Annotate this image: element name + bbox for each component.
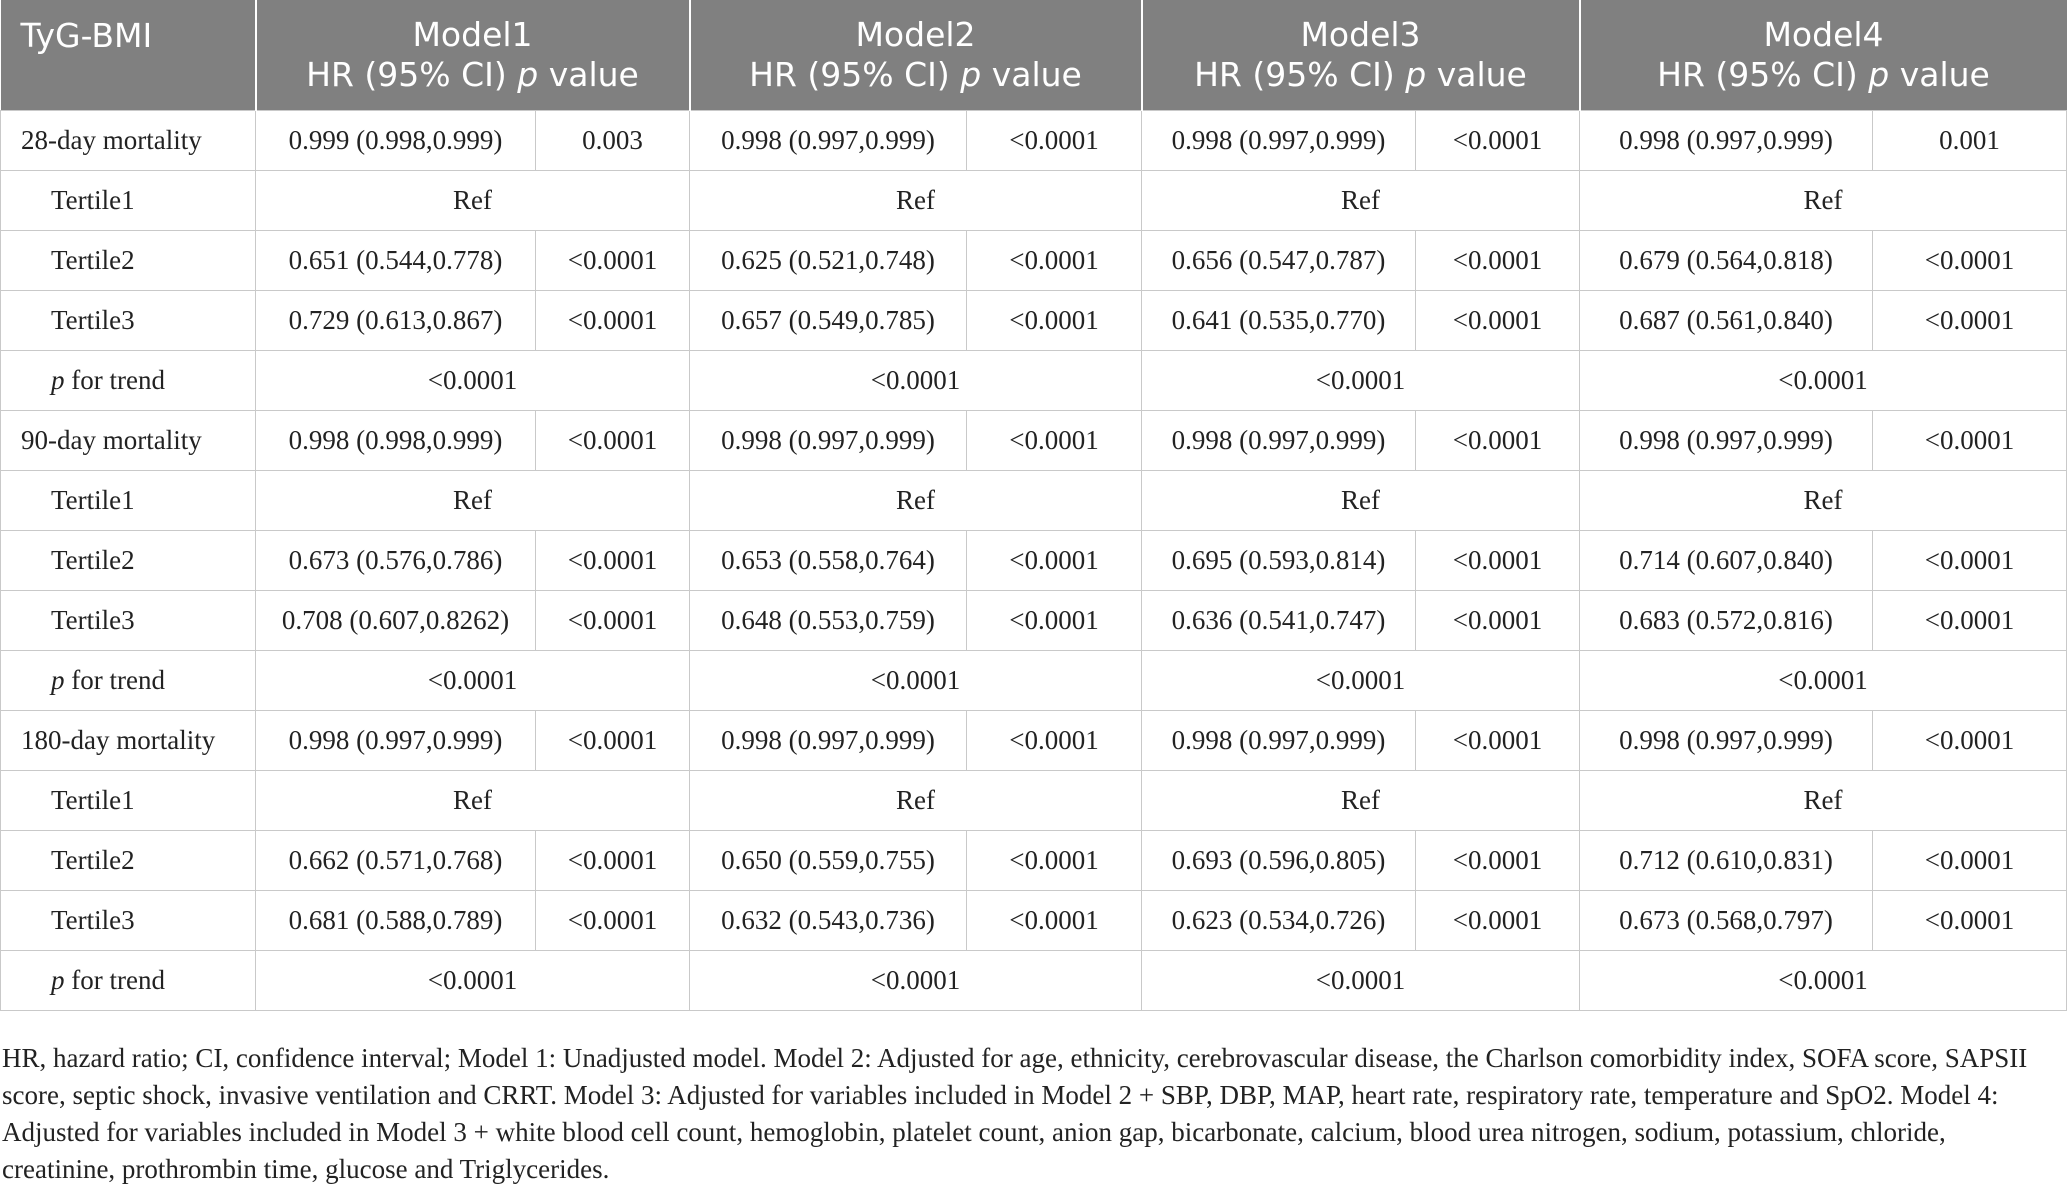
reference-cell: Ref [1580,771,2067,831]
table-row [1,651,2067,711]
model-name: Model3 [1300,15,1421,54]
tertile-label: Tertile1 [1,471,256,531]
p-value-cell: <0.0001 [967,891,1142,951]
table-row [1,531,2067,591]
trend-p-cell: <0.0001 [690,651,1142,711]
corner-header: TyG-BMI [1,0,256,111]
p-symbol: p [51,365,65,395]
model-subheader: HR (95% CI) p value [306,55,639,94]
hr-ci-cell: 0.681 (0.588,0.789) [256,891,536,951]
p-value-cell: <0.0001 [967,111,1142,171]
reference-cell: Ref [256,171,690,231]
trend-p-cell: <0.0001 [1142,351,1580,411]
hr-ci-cell: 0.714 (0.607,0.840) [1580,531,1873,591]
trend-p-cell: <0.0001 [256,351,690,411]
p-value-cell: <0.0001 [967,531,1142,591]
table-row [1,231,2067,291]
p-value-cell: <0.0001 [1416,531,1580,591]
trend-label [1,651,256,711]
p-value-cell: <0.0001 [1873,831,2067,891]
model-name: Model4 [1763,15,1884,54]
hr-ci-cell: 0.625 (0.521,0.748) [690,231,967,291]
tertile-label: Tertile2 [1,531,256,591]
hr-ci-cell: 0.998 (0.997,0.999) [256,711,536,771]
model4-header [1580,0,2067,111]
p-value-cell: <0.0001 [1873,231,2067,291]
reference-cell: Ref [256,771,690,831]
p-value-cell: <0.0001 [1416,411,1580,471]
p-value-cell: <0.0001 [967,831,1142,891]
p-value-cell: <0.0001 [536,891,690,951]
p-value-cell: <0.0001 [1873,891,2067,951]
model1-header [256,0,690,111]
tertile-label: Tertile1 [1,771,256,831]
p-value-cell: <0.0001 [1873,591,2067,651]
outcome-label: 180-day mortality [1,711,256,771]
p-value-cell: <0.0001 [1873,411,2067,471]
hr-ci-cell: 0.673 (0.576,0.786) [256,531,536,591]
hr-ci-cell: 0.657 (0.549,0.785) [690,291,967,351]
hr-ci-cell: 0.656 (0.547,0.787) [1142,231,1416,291]
hr-ci-cell: 0.998 (0.997,0.999) [690,111,967,171]
trend-p-cell: <0.0001 [690,351,1142,411]
hr-ci-cell: 0.641 (0.535,0.770) [1142,291,1416,351]
trend-text: for trend [64,965,165,995]
p-value-cell: <0.0001 [536,231,690,291]
table-row [1,291,2067,351]
tertile-label: Tertile2 [1,231,256,291]
table-row [1,351,2067,411]
p-value-cell: <0.0001 [1416,291,1580,351]
hr-ci-cell: 0.651 (0.544,0.778) [256,231,536,291]
reference-cell: Ref [1142,771,1580,831]
model-name: Model1 [412,15,533,54]
p-value-cell: <0.0001 [536,711,690,771]
table-row [1,591,2067,651]
hr-ci-cell: 0.998 (0.997,0.999) [1142,411,1416,471]
p-value-cell: <0.0001 [1873,291,2067,351]
model-subheader: HR (95% CI) p value [1194,55,1527,94]
p-value-cell: 0.003 [536,111,690,171]
hr-ci-cell: 0.998 (0.997,0.999) [1580,111,1873,171]
hr-ci-cell: 0.623 (0.534,0.726) [1142,891,1416,951]
trend-p-cell: <0.0001 [1580,651,2067,711]
table-row [1,951,2067,1011]
trend-text: for trend [64,365,165,395]
hr-ci-cell: 0.673 (0.568,0.797) [1580,891,1873,951]
hr-ci-cell: 0.998 (0.997,0.999) [1142,111,1416,171]
reference-cell: Ref [690,471,1142,531]
model2-header [690,0,1142,111]
reference-cell: Ref [1142,471,1580,531]
table-row [1,411,2067,471]
hr-ci-cell: 0.653 (0.558,0.764) [690,531,967,591]
hr-ci-cell: 0.998 (0.998,0.999) [256,411,536,471]
reference-cell: Ref [256,471,690,531]
table-row [1,471,2067,531]
trend-text: for trend [64,665,165,695]
hr-ci-cell: 0.650 (0.559,0.755) [690,831,967,891]
trend-p-cell: <0.0001 [256,651,690,711]
hr-ci-cell: 0.998 (0.997,0.999) [1580,411,1873,471]
table-row [1,711,2067,771]
table-footnote: HR, hazard ratio; CI, confidence interval; Model 1: Unadjusted model. Model 2: Adjusted for age, ethnicity, cerebrovascular disease, the Charlson comorbidity index, SOFA score, SAPSII score, septic shock, invasive ventilation and CRRT. Model 3: Adjusted for variables included in Model 2 + SBP, DBP, MAP, heart rate, respiratory rate, temperature and SpO2. Model 4: Adjusted for variables included in Model 3 + white blood cell count, hemoglobin, platelet count, anion gap, bicarbonate, calcium, blood urea nitrogen, sodium, potassium, chloride, creatinine, prothrombin time, glucose and Triglycerides. [2,1043,2028,1184]
reference-cell: Ref [1580,171,2067,231]
model-subheader: HR (95% CI) p value [1657,55,1990,94]
reference-cell: Ref [690,171,1142,231]
hr-ci-cell: 0.648 (0.553,0.759) [690,591,967,651]
reference-cell: Ref [1142,171,1580,231]
trend-p-cell: <0.0001 [690,951,1142,1011]
reference-cell: Ref [690,771,1142,831]
p-value-cell: <0.0001 [967,411,1142,471]
table-row [1,831,2067,891]
trend-p-cell: <0.0001 [1580,351,2067,411]
p-value-cell: <0.0001 [1416,831,1580,891]
tertile-label: Tertile2 [1,831,256,891]
p-symbol: p [51,965,65,995]
p-value-cell: <0.0001 [1416,231,1580,291]
tertile-label: Tertile1 [1,171,256,231]
hr-ci-cell: 0.679 (0.564,0.818) [1580,231,1873,291]
p-value-cell: 0.001 [1873,111,2067,171]
hr-ci-cell: 0.693 (0.596,0.805) [1142,831,1416,891]
p-value-cell: <0.0001 [1416,711,1580,771]
trend-label [1,951,256,1011]
hr-ci-cell: 0.998 (0.997,0.999) [690,411,967,471]
table-body [1,111,2067,1011]
p-symbol: p [51,665,65,695]
p-value-cell: <0.0001 [967,291,1142,351]
p-value-cell: <0.0001 [967,231,1142,291]
hr-ci-cell: 0.683 (0.572,0.816) [1580,591,1873,651]
p-value-cell: <0.0001 [1416,591,1580,651]
p-value-cell: <0.0001 [536,531,690,591]
p-value-cell: <0.0001 [536,831,690,891]
header-row [1,0,2067,111]
hr-ci-cell: 0.687 (0.561,0.840) [1580,291,1873,351]
p-value-cell: <0.0001 [536,591,690,651]
hr-ci-cell: 0.632 (0.543,0.736) [690,891,967,951]
trend-p-cell: <0.0001 [1142,651,1580,711]
table-row [1,771,2067,831]
table-row [1,111,2067,171]
table-row [1,891,2067,951]
hr-ci-cell: 0.708 (0.607,0.8262) [256,591,536,651]
p-value-cell: <0.0001 [536,411,690,471]
outcome-label: 28-day mortality [1,111,256,171]
model-name: Model2 [855,15,976,54]
table-row [1,171,2067,231]
hr-ci-cell: 0.729 (0.613,0.867) [256,291,536,351]
hr-ci-cell: 0.998 (0.997,0.999) [690,711,967,771]
hr-ci-cell: 0.712 (0.610,0.831) [1580,831,1873,891]
model-subheader: HR (95% CI) p value [749,55,1082,94]
p-value-cell: <0.0001 [536,291,690,351]
trend-label [1,351,256,411]
trend-p-cell: <0.0001 [1580,951,2067,1011]
hr-ci-cell: 0.636 (0.541,0.747) [1142,591,1416,651]
p-value-cell: <0.0001 [967,591,1142,651]
p-value-cell: <0.0001 [1416,891,1580,951]
hr-ci-cell: 0.695 (0.593,0.814) [1142,531,1416,591]
p-value-cell: <0.0001 [1873,711,2067,771]
trend-p-cell: <0.0001 [256,951,690,1011]
model3-header [1142,0,1580,111]
tertile-label: Tertile3 [1,591,256,651]
tertile-label: Tertile3 [1,891,256,951]
hr-ci-cell: 0.662 (0.571,0.768) [256,831,536,891]
hr-ci-cell: 0.998 (0.997,0.999) [1580,711,1873,771]
p-value-cell: <0.0001 [967,711,1142,771]
hr-ci-cell: 0.998 (0.997,0.999) [1142,711,1416,771]
p-value-cell: <0.0001 [1873,531,2067,591]
trend-p-cell: <0.0001 [1142,951,1580,1011]
p-value-cell: <0.0001 [1416,111,1580,171]
tertile-label: Tertile3 [1,291,256,351]
outcome-label: 90-day mortality [1,411,256,471]
reference-cell: Ref [1580,471,2067,531]
hr-ci-cell: 0.999 (0.998,0.999) [256,111,536,171]
